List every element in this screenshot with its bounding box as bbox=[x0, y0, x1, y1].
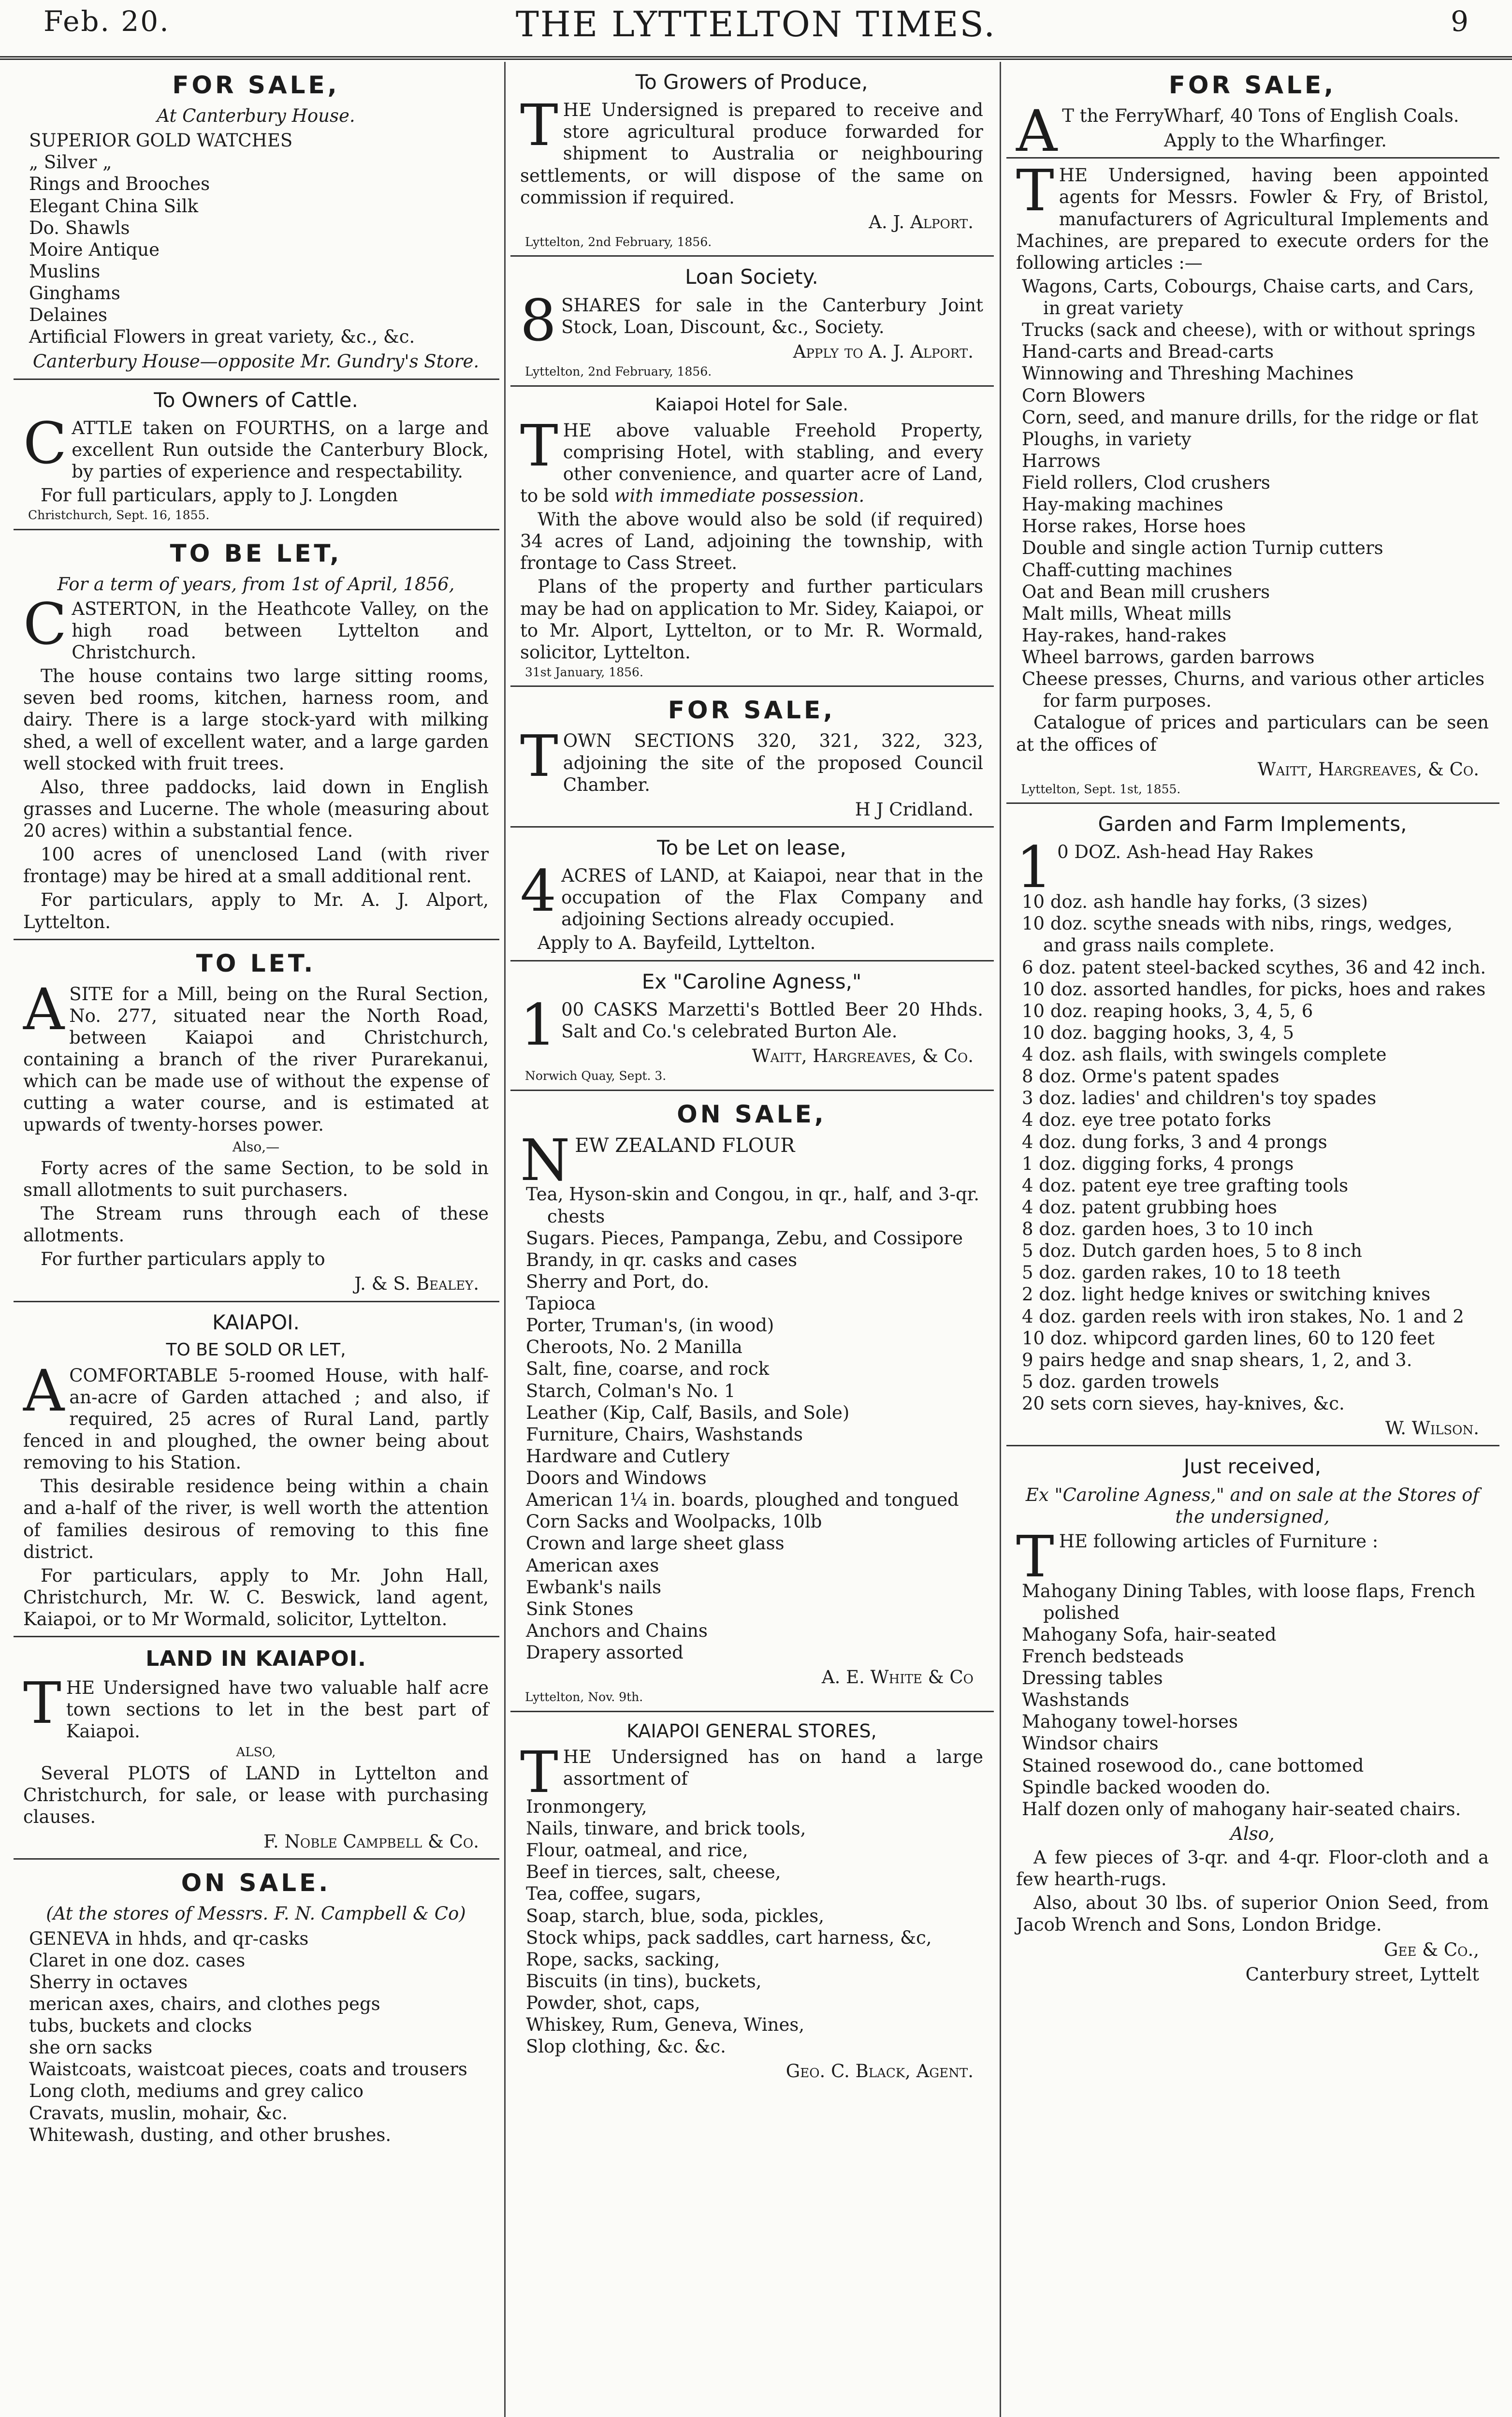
item-list bbox=[1016, 891, 1489, 1414]
list-item: 1 doz. digging forks, 4 prongs bbox=[1022, 1153, 1294, 1174]
ad-signature: A. E. White & Co bbox=[821, 1667, 974, 1688]
list-item: SUPERIOR GOLD WATCHES bbox=[29, 130, 293, 151]
list-item: 4 doz. patent eye tree grafting tools bbox=[1022, 1175, 1349, 1196]
list-item: 8 doz. Orme's patent spades bbox=[1022, 1066, 1279, 1087]
list-item: Dressing tables bbox=[1022, 1668, 1163, 1689]
ad-heading: FOR SALE, bbox=[1168, 71, 1337, 99]
list-item: Soap, starch, blue, soda, pickles, bbox=[526, 1905, 825, 1926]
column-right bbox=[1006, 66, 1499, 2417]
list-item: 4 doz. eye tree potato forks bbox=[1022, 1109, 1271, 1131]
list-item: Moire Antique bbox=[29, 239, 160, 260]
masthead bbox=[0, 0, 1512, 60]
list-item: American 1¼ in. boards, ploughed and tongued bbox=[526, 1489, 959, 1511]
list-item: 20 sets corn sieves, hay-knives, &c. bbox=[1022, 1393, 1345, 1414]
list-item: Winnowing and Threshing Machines bbox=[1022, 363, 1354, 384]
ad-garden-implements bbox=[1006, 808, 1499, 1446]
ad-heading: Just received, bbox=[1183, 1455, 1322, 1479]
list-item: Tea, Hyson-skin and Congou, in qr., half, and 3-qr. chests bbox=[526, 1184, 980, 1227]
ad-body: CATTLE taken on FOURTHS, on a large and excellent Run outside the Canterbury Block, by parties of experience and respectability. bbox=[23, 409, 489, 482]
ad-heading: KAIAPOI GENERAL STORES, bbox=[626, 1720, 877, 1742]
ad-paragraph: Several PLOTS of LAND in Lyttelton and Christchurch, for sale, or lease with purchasing clauses. bbox=[23, 1762, 489, 1828]
list-item: Biscuits (in tins), buckets, bbox=[526, 1970, 762, 1992]
list-item: Crown and large sheet glass bbox=[526, 1533, 785, 1554]
ad-date: 31st January, 1856. bbox=[525, 665, 643, 679]
list-item: 10 doz. whipcord garden lines, 60 to 120 feet bbox=[1022, 1327, 1435, 1349]
list-item: 4 doz. patent grubbing hoes bbox=[1022, 1196, 1277, 1218]
ad-date: Lyttelton, 2nd February, 1856. bbox=[525, 364, 712, 379]
list-item: tubs, buckets and clocks bbox=[29, 2015, 252, 2037]
list-item: Sherry in octaves bbox=[29, 1971, 188, 1993]
list-item: Beef in tierces, salt, cheese, bbox=[526, 1862, 781, 1883]
issue-date: Feb. 20. bbox=[44, 5, 170, 38]
list-item: Drapery assorted bbox=[526, 1642, 683, 1663]
list-item: Trucks (sack and cheese), with or without springs bbox=[1022, 320, 1476, 341]
ad-heading: LAND IN KAIAPOI. bbox=[145, 1646, 366, 1672]
list-item: Cheese presses, Churns, and various other articles for farm purposes. bbox=[1022, 669, 1485, 712]
ad-subheading: At Canterbury House. bbox=[157, 105, 355, 126]
ad-paragraph: This desirable residence being within a chain and a-half of the river, is well worth the attention of families desirous of removing to this fine district. bbox=[23, 1476, 489, 1562]
ad-date: Lyttelton, Sept. 1st, 1855. bbox=[1021, 782, 1181, 796]
ad-heading: Garden and Farm Implements, bbox=[1098, 812, 1407, 836]
list-item: Whitewash, dusting, and other brushes. bbox=[29, 2124, 392, 2145]
list-item: Porter, Truman's, (in wood) bbox=[526, 1315, 774, 1336]
list-item: Powder, shot, caps, bbox=[526, 1993, 700, 2014]
ad-heading: Loan Society. bbox=[685, 265, 818, 289]
ad-lead: NEW ZEALAND FLOUR bbox=[520, 1126, 795, 1194]
list-item: she orn sacks bbox=[29, 2037, 153, 2058]
ad-heading: ON SALE, bbox=[677, 1100, 827, 1128]
list-item: „ Silver „ bbox=[29, 152, 112, 173]
list-item: Malt mills, Wheat mills bbox=[1022, 603, 1232, 624]
list-item: Rope, sacks, sacking, bbox=[526, 1949, 720, 1970]
newspaper-title: THE LYTTELTON TIMES. bbox=[515, 4, 997, 44]
list-item: Stock whips, pack saddles, cart harness, &c, bbox=[526, 1927, 932, 1948]
list-item: Ginghams bbox=[29, 283, 120, 304]
ad-body: THE Undersigned is prepared to receive and store agricultural produce forwarded for shipment to Australia or neighbouring settlements, or will dispose of the same on commission if required. bbox=[520, 92, 983, 208]
ad-paragraph: Plans of the property and further particulars may be had on application to Mr. Sidey, Kaiapoi, or to Mr. Alport, Lyttelton, or to Mr. R. Wormald, solicitor, Lyttelton. bbox=[520, 576, 983, 663]
ad-growers bbox=[510, 66, 994, 257]
list-item: Sugars. Pieces, Pampanga, Zebu, and Cossipore bbox=[526, 1227, 963, 1249]
ad-paragraph: Also, about 30 lbs. of superior Onion Seed, from Jacob Wrench and Sons, London Bridge. bbox=[1016, 1893, 1489, 1936]
list-item: Wagons, Carts, Cobourgs, Chaise carts, and Cars, in great variety bbox=[1022, 276, 1474, 319]
ad-paragraph: Also, three paddocks, laid down in English grasses and Lucerne. The whole (measuring about 20 acres) within a substantial fence. bbox=[23, 776, 489, 842]
ad-town-sections bbox=[510, 691, 994, 828]
ad-kaiapoi-stores bbox=[510, 1716, 994, 2088]
item-list bbox=[520, 1183, 983, 1663]
ad-paragraph: ASITE for a Mill, being on the Rural Section, No. 277, situated near the North Road, between Kaiapoi and Christchurch, containing a branch of the river Purarekanui, which can be made use of without the expense of cutting a water course, and is estimated at upwards of twenty-horses power. bbox=[23, 976, 489, 1136]
ad-kaiapoi-house bbox=[14, 1306, 499, 1638]
ad-heading: TO LET. bbox=[196, 949, 316, 977]
list-item: Hand-carts and Bread-carts bbox=[1022, 341, 1274, 363]
list-item: Corn Blowers bbox=[1022, 385, 1146, 406]
ad-white-on-sale bbox=[510, 1095, 994, 1712]
list-item: Spindle backed wooden do. bbox=[1022, 1776, 1271, 1798]
list-item: 9 pairs hedge and snap shears, 1, 2, and 3. bbox=[1022, 1349, 1412, 1370]
ad-paragraph: ACOMFORTABLE 5-roomed House, with half-an-acre of Garden attached ; and also, if required, 25 acres of Rural Land, partly fenced in and ploughed, the owner being about removing to his Station. bbox=[23, 1357, 489, 1473]
list-item: Wheel barrows, garden barrows bbox=[1022, 647, 1315, 668]
ad-body: TOWN SECTIONS 320, 321, 322, 323, adjoining the site of the proposed Council Chamber. bbox=[520, 723, 983, 795]
ad-lease bbox=[510, 831, 994, 961]
list-item: Hay-making machines bbox=[1022, 494, 1223, 515]
item-list bbox=[1016, 276, 1489, 712]
list-item: Whiskey, Rum, Geneva, Wines, bbox=[526, 2014, 805, 2036]
list-item: 4 doz. dung forks, 3 and 4 prongs bbox=[1022, 1131, 1327, 1152]
ad-paragraph: CASTERTON, in the Heathcote Valley, on the high road between Lyttelton and Christchurch. bbox=[23, 590, 489, 663]
ad-paragraph: Catalogue of prices and particulars can be seen at the offices of bbox=[1016, 712, 1489, 755]
ad-also: ALSO, bbox=[236, 1745, 276, 1760]
list-item: Washstands bbox=[1022, 1689, 1130, 1711]
ad-signature: Gee & Co., bbox=[1383, 1939, 1479, 1960]
list-item: 6 doz. patent steel-backed scythes, 36 and 42 inch. bbox=[1022, 957, 1486, 978]
list-item: Harrows bbox=[1022, 450, 1101, 471]
ad-paragraph: The Stream runs through each of these allotments. bbox=[23, 1203, 489, 1246]
item-list bbox=[23, 1928, 489, 2146]
list-item: 5 doz. garden trowels bbox=[1022, 1371, 1220, 1392]
list-item: Starch, Colman's No. 1 bbox=[526, 1380, 736, 1401]
column-rule bbox=[504, 62, 506, 2417]
ad-signature: H J Cridland. bbox=[855, 799, 974, 820]
list-item: 5 doz. Dutch garden hoes, 5 to 8 inch bbox=[1022, 1240, 1362, 1262]
ad-heading: To Owners of Cattle. bbox=[154, 388, 358, 412]
list-item: Chaff-cutting machines bbox=[1022, 559, 1233, 581]
list-item: American axes bbox=[526, 1555, 659, 1576]
list-item: 4 doz. ash flails, with swingels complete bbox=[1022, 1044, 1387, 1065]
list-item: Corn Sacks and Woolpacks, 10lb bbox=[526, 1511, 822, 1532]
list-item: Sink Stones bbox=[526, 1598, 634, 1619]
list-item: Stained rosewood do., cane bottomed bbox=[1022, 1755, 1364, 1776]
ad-body: 100 CASKS Marzetti's Bottled Beer 20 Hhds. Salt and Co.'s celebrated Burton Ale. bbox=[520, 991, 983, 1058]
ad-signature: Geo. C. Black, Agent. bbox=[785, 2061, 974, 2082]
page-number: 9 bbox=[1451, 5, 1468, 38]
ad-apply: Apply to A. Bayfeild, Lyttelton. bbox=[538, 932, 816, 954]
list-item: Field rollers, Clod crushers bbox=[1022, 472, 1270, 493]
ad-heading: FOR SALE, bbox=[668, 696, 836, 725]
ad-kaiapoi-hotel bbox=[510, 391, 994, 687]
ad-heading: ON SALE. bbox=[181, 1869, 331, 1897]
list-item: Waistcoats, waistcoat pieces, coats and trousers bbox=[29, 2059, 467, 2080]
ad-address: Canterbury street, Lyttelt bbox=[1245, 1964, 1479, 1985]
ad-mill-site bbox=[14, 944, 499, 1302]
ad-subheading: (At the stores of Messrs. F. N. Campbell & Co) bbox=[46, 1903, 466, 1924]
ad-signature: W. Wilson. bbox=[1385, 1418, 1479, 1439]
ad-cattle bbox=[14, 384, 499, 530]
list-item: Artificial Flowers in great variety, &c., &c. bbox=[29, 326, 415, 348]
list-item: Furniture, Chairs, Washstands bbox=[526, 1424, 803, 1445]
list-item: 4 doz. garden reels with iron stakes, No. 1 and 2 bbox=[1022, 1306, 1464, 1327]
ad-paragraph bbox=[520, 412, 983, 507]
list-item: GENEVA in hhds, and qr-casks bbox=[29, 1928, 309, 1949]
item-list bbox=[1016, 1580, 1489, 1820]
ad-fowler-fry bbox=[1006, 157, 1499, 804]
ad-body: 8SHARES for sale in the Canterbury Joint Stock, Loan, Discount, &c., Society. bbox=[520, 287, 983, 354]
list-item: Windsor chairs bbox=[1022, 1733, 1159, 1754]
ad-lead: THE following articles of Furniture : bbox=[1016, 1523, 1379, 1590]
ad-date: Lyttelton, Nov. 9th. bbox=[525, 1690, 643, 1704]
list-item: Hardware and Cutlery bbox=[526, 1445, 730, 1467]
ad-body: 4ACRES of LAND, at Kaiapoi, near that in the occupation of the Flax Company and adjoining Sections already occupied. bbox=[520, 858, 983, 930]
item-list bbox=[23, 130, 489, 348]
list-item: 5 doz. garden rakes, 10 to 18 teeth bbox=[1022, 1262, 1341, 1283]
list-item: Cravats, muslin, mohair, &c. bbox=[29, 2102, 288, 2124]
ad-subheading: Ex "Caroline Agness," and on sale at the Stores of the undersigned, bbox=[1025, 1484, 1480, 1527]
list-item: Elegant China Silk bbox=[29, 195, 199, 217]
ad-heading: TO BE LET, bbox=[170, 539, 342, 568]
list-item: Horse rakes, Horse hoes bbox=[1022, 516, 1246, 537]
ad-signature: Waitt, Hargreaves, & Co. bbox=[1257, 758, 1479, 780]
list-item: Mahogany Dining Tables, with loose flaps, French polished bbox=[1022, 1580, 1476, 1623]
list-item: French bedsteads bbox=[1022, 1645, 1184, 1667]
list-item: Hay-rakes, hand-rakes bbox=[1022, 625, 1227, 646]
list-item: Anchors and Chains bbox=[526, 1620, 708, 1641]
ad-date: Norwich Quay, Sept. 3. bbox=[525, 1069, 667, 1083]
ad-signature: F. Noble Campbell & Co. bbox=[263, 1831, 479, 1852]
list-item: Tea, coffee, sugars, bbox=[526, 1883, 701, 1905]
list-item: Double and single action Turnip cutters bbox=[1022, 538, 1383, 559]
ad-on-sale-campbell bbox=[14, 1864, 499, 2149]
ad-lead: THE Undersigned has on hand a large assortment of bbox=[520, 1739, 983, 1806]
ad-text: THE above valuable Freehold Property, comprising Hotel, with stabling, and every other convenience, and quarter acre of Land, to be sold bbox=[520, 412, 983, 506]
ad-date: Christchurch, Sept. 16, 1855. bbox=[28, 508, 210, 523]
ad-signature: A. J. Alport. bbox=[869, 211, 974, 233]
ad-heading: Kaiapoi Hotel for Sale. bbox=[655, 394, 848, 415]
list-item: Salt, fine, coarse, and rock bbox=[526, 1358, 770, 1380]
ad-coals bbox=[1006, 66, 1499, 164]
item-list bbox=[520, 1796, 983, 2058]
ad-date: Lyttelton, 2nd February, 1856. bbox=[525, 234, 712, 249]
list-item: Mahogany towel-horses bbox=[1022, 1711, 1238, 1733]
ad-paragraph: For particulars, apply to Mr. John Hall, Christchurch, Mr. W. C. Beswick, land agent, Kaiapoi, or to Mr Wormald, solicitor, Lyttelton. bbox=[23, 1565, 489, 1630]
column-left bbox=[14, 66, 499, 2417]
ad-apply: Apply to the Wharfinger. bbox=[1164, 130, 1387, 151]
list-item: Muslins bbox=[29, 261, 101, 282]
ad-paragraph: For further particulars apply to bbox=[41, 1249, 325, 1270]
ad-heading: KAIAPOI. bbox=[212, 1310, 300, 1334]
ad-signature: Waitt, Hargreaves, & Co. bbox=[752, 1046, 974, 1067]
list-item: Nails, tinware, and brick tools, bbox=[526, 1818, 806, 1839]
ad-heading: To Growers of Produce, bbox=[635, 70, 868, 94]
list-item: Oat and Bean mill crushers bbox=[1022, 581, 1270, 602]
ad-body: AT the FerryWharf, 40 Tons of English Coals. bbox=[1016, 98, 1459, 164]
ad-heading: To be Let on lease, bbox=[657, 835, 846, 859]
list-item: Mahogany Sofa, hair-seated bbox=[1022, 1624, 1277, 1645]
list-item: 2 doz. light hedge knives or switching knives bbox=[1022, 1284, 1431, 1305]
list-item: Leather (Kip, Calf, Basils, and Sole) bbox=[526, 1402, 850, 1423]
ad-signature: J. & S. Bealey. bbox=[354, 1273, 479, 1295]
list-item: Brandy, in qr. casks and cases bbox=[526, 1249, 798, 1270]
ad-body: THE Undersigned, having been appointed agents for Messrs. Fowler & Fry, of Bristol, manufacturers of Agricultural Implements and Machines, are prepared to execute orders for the following articles :— bbox=[1016, 157, 1489, 273]
ad-also: Also,— bbox=[232, 1138, 280, 1155]
ad-caroline-beer bbox=[510, 965, 994, 1091]
list-item: 10 doz. scythe sneads with nibs, rings, wedges, and grass nails complete. bbox=[1022, 913, 1453, 956]
list-item: 3 doz. ladies' and children's toy spades bbox=[1022, 1088, 1377, 1109]
ad-heading: FOR SALE, bbox=[172, 71, 340, 99]
list-item: 8 doz. garden hoes, 3 to 10 inch bbox=[1022, 1219, 1313, 1240]
ad-lead: 10 DOZ. Ash-head Hay Rakes bbox=[1016, 834, 1314, 901]
ad-also: Also, bbox=[1230, 1823, 1275, 1844]
list-item: Claret in one doz. cases bbox=[29, 1950, 246, 1971]
ad-furniture bbox=[1006, 1450, 1499, 1991]
ad-subheading: TO BE SOLD OR LET, bbox=[166, 1340, 346, 1360]
ad-subheading: For a term of years, from 1st of April, 1856, bbox=[57, 573, 455, 595]
list-item: Long cloth, mediums and grey calico bbox=[29, 2081, 364, 2102]
list-item: 10 doz. reaping hooks, 3, 4, 5, 6 bbox=[1022, 1000, 1313, 1021]
ad-paragraph: A few pieces of 3-qr. and 4-qr. Floor-cloth and a few hearth-rugs. bbox=[1016, 1847, 1489, 1890]
list-item: Ploughs, in variety bbox=[1022, 428, 1192, 450]
ad-canterbury-house bbox=[14, 66, 499, 380]
list-item: Corn, seed, and manure drills, for the ridge or flat bbox=[1022, 407, 1479, 428]
list-item: Sherry and Port, do. bbox=[526, 1271, 710, 1292]
ad-footer: Canterbury House—opposite Mr. Gundry's Store. bbox=[32, 351, 480, 372]
ad-paragraph: For particulars, apply to Mr. A. J. Alport, Lyttelton. bbox=[23, 889, 489, 932]
ad-casterton bbox=[14, 534, 499, 940]
ad-land-kaiapoi bbox=[14, 1641, 499, 1860]
list-item: Do. Shawls bbox=[29, 217, 130, 238]
ad-paragraph: 100 acres of unenclosed Land (with river frontage) may be hired at a small additional rent. bbox=[23, 844, 489, 887]
ad-apply: For full particulars, apply to J. Longden bbox=[41, 485, 398, 506]
ad-heading: Ex "Caroline Agness," bbox=[641, 969, 862, 993]
ad-paragraph: The house contains two large sitting rooms, seven bed rooms, kitchen, harness room, and dairy. There is a large stock-yard with milking shed, a well of excellent water, and a large garden well stocked with fruit trees. bbox=[23, 666, 489, 774]
list-item: Half dozen only of mahogany hair-seated chairs. bbox=[1022, 1798, 1461, 1820]
list-item: Slop clothing, &c. &c. bbox=[526, 2036, 726, 2057]
list-item: Delaines bbox=[29, 305, 108, 326]
ad-paragraph: Forty acres of the same Section, to be sold in small allotments to suit purchasers. bbox=[23, 1157, 489, 1200]
list-item: 10 doz. ash handle hay forks, (3 sizes) bbox=[1022, 891, 1368, 913]
column-middle bbox=[510, 66, 994, 2417]
list-item: Cheroots, No. 2 Manilla bbox=[526, 1337, 742, 1358]
ad-loan-society bbox=[510, 261, 994, 386]
ad-apply: Apply to A. J. Alport. bbox=[793, 341, 974, 362]
ad-paragraph: THE Undersigned have two valuable half acre town sections to let in the best part of Kaiapoi. bbox=[23, 1669, 489, 1742]
ad-paragraph: With the above would also be sold (if required) 34 acres of Land, adjoining the township, with frontage to Cass Street. bbox=[520, 509, 983, 574]
list-item: Ewbank's nails bbox=[526, 1576, 662, 1598]
column-rule bbox=[1000, 62, 1001, 2417]
list-item: Tapioca bbox=[526, 1293, 596, 1314]
ad-text-italic: with immediate possession. bbox=[614, 485, 865, 506]
list-item: Ironmongery, bbox=[526, 1796, 647, 1817]
list-item: Flour, oatmeal, and rice, bbox=[526, 1840, 748, 1861]
list-item: Doors and Windows bbox=[526, 1468, 707, 1489]
list-item: Rings and Brooches bbox=[29, 174, 210, 195]
list-item: 10 doz. bagging hooks, 3, 4, 5 bbox=[1022, 1022, 1294, 1043]
list-item: 10 doz. assorted handles, for picks, hoes and rakes bbox=[1022, 978, 1486, 1000]
list-item: merican axes, chairs, and clothes pegs bbox=[29, 1993, 380, 2014]
